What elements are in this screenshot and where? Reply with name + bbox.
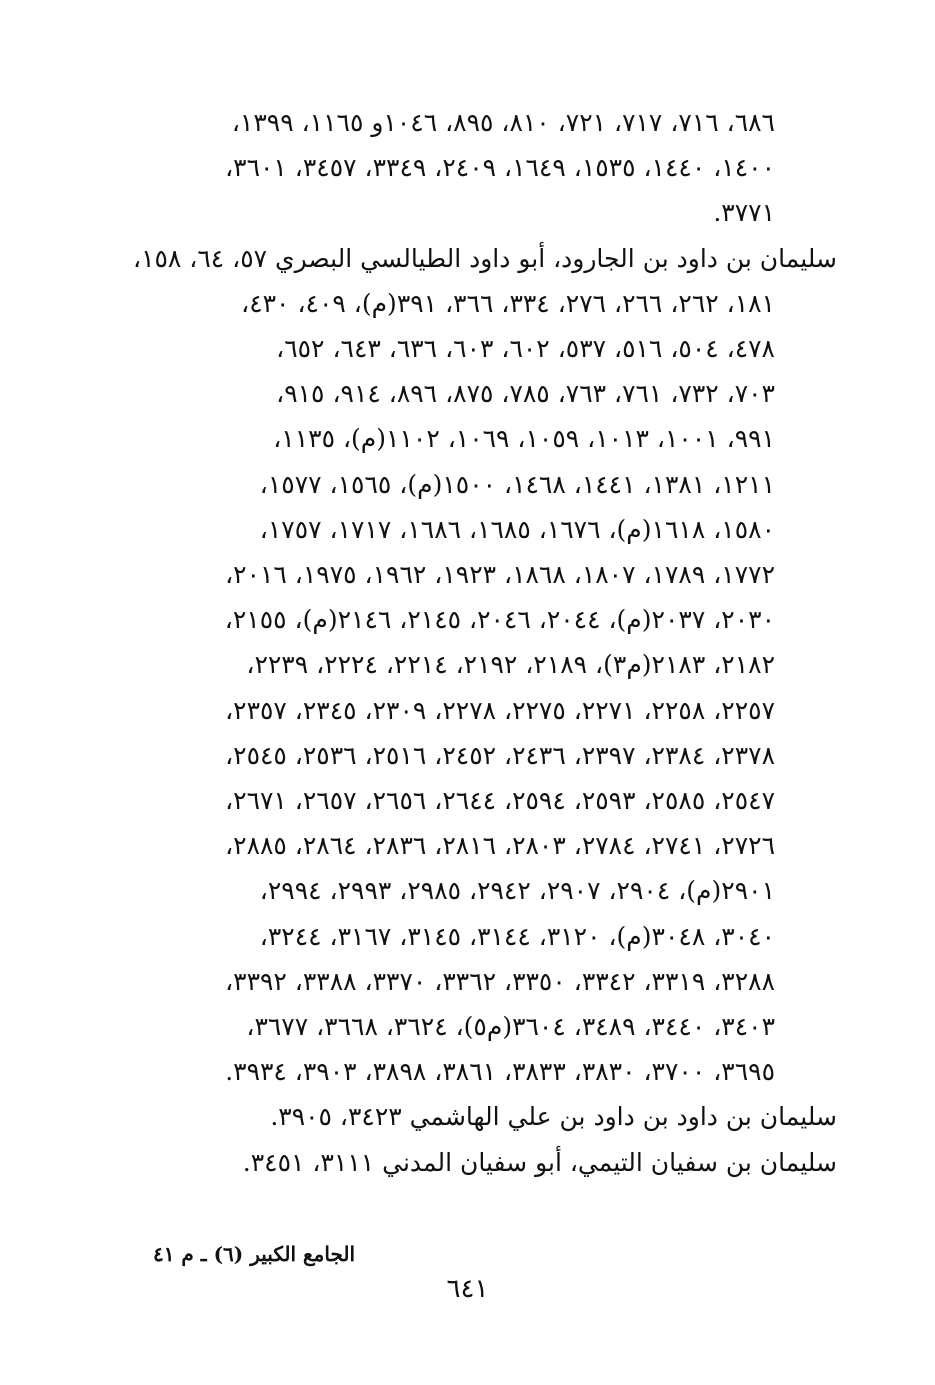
index-entry-continuation: ٢٩٠١(م)، ٢٩٠٤، ٢٩٠٧، ٢٩٤٢، ٢٩٨٥، ٢٩٩٣، ٢٩٩٤، bbox=[259, 876, 775, 905]
index-entry-continuation: ١٤٠٠، ١٤٤٠، ١٥٣٥، ١٦٤٩، ٢٤٠٩، ٣٣٤٩، ٣٤٥٧، ٣٦٠١، bbox=[225, 153, 775, 182]
index-entry-continuation: ٢٣٧٨، ٢٣٨٤، ٢٣٩٧، ٢٤٣٦، ٢٤٥٢، ٢٥١٦، ٢٥٣٦، ٢٥٤٥، bbox=[225, 741, 775, 770]
index-entry-continuation: ٢٢٥٧، ٢٢٥٨، ٢٢٧١، ٢٢٧٥، ٢٢٧٨، ٢٣٠٩، ٢٣٤٥، ٢٣٥٧، bbox=[225, 696, 775, 725]
index-entry-continuation: ٢٠٣٠، ٢٠٣٧(م)، ٢٠٤٤، ٢٠٤٦، ٢١٤٥، ٢١٤٦(م)، ٢١٥٥، bbox=[224, 605, 775, 634]
index-entry-continuation: ٤٧٨، ٥٠٤، ٥١٦، ٥٣٧، ٦٠٢، ٦٠٣، ٦٣٦، ٦٤٣، ٦٥٢، bbox=[276, 334, 775, 363]
index-entry-continuation: ٣٦٩٥، ٣٧٠٠، ٣٨٣٠، ٣٨٣٣، ٣٨٦١، ٣٨٩٨، ٣٩٠٣، ٣٩٣٤. bbox=[225, 1057, 775, 1086]
index-entry-continuation: ٣٤٠٣، ٣٤٤٠، ٣٤٨٩، ٣٦٠٤(م٥)، ٣٦٢٤، ٣٦٦٨، ٣٦٧٧، bbox=[246, 1012, 775, 1041]
index-entry-heading: سليمان بن سفيان التيمي، أبو سفيان المدني ٣١١١، ٣٤٥١. bbox=[242, 1148, 837, 1177]
index-entry-heading: سليمان بن داود بن الجارود، أبو داود الطيالسي البصري ٥٧، ٦٤، ١٥٨، bbox=[132, 244, 837, 273]
index-entry-continuation: ٩٩١، ١٠٠١، ١٠١٣، ١٠٥٩، ١٠٦٩، ١١٠٢(م)، ١١٣٥، bbox=[273, 424, 775, 453]
index-entry-heading: سليمان بن داود بن داود بن علي الهاشمي ٣٤٢٣، ٣٩٠٥. bbox=[270, 1102, 837, 1131]
index-entry-continuation: ٣٢٨٨، ٣٣١٩، ٣٣٤٢، ٣٣٥٠، ٣٣٦٢، ٣٣٧٠، ٣٣٨٨، ٣٣٩٢، bbox=[225, 967, 775, 996]
index-entry-continuation: ٢٥٤٧، ٢٥٨٥، ٢٥٩٣، ٢٥٩٤، ٢٦٤٤، ٢٦٥٦، ٢٦٥٧، ٢٦٧١، bbox=[225, 786, 775, 815]
index-entry-continuation: ٣٧٧١. bbox=[713, 198, 775, 227]
index-entry-continuation: ٧٠٣، ٧٣٢، ٧٦١، ٧٦٣، ٧٨٥، ٨٧٥، ٨٩٦، ٩١٤، ٩١٥، bbox=[276, 379, 775, 408]
index-entry-continuation: ٣٠٤٠، ٣٠٤٨(م)، ٣١٢٠، ٣١٤٤، ٣١٤٥، ٣١٦٧، ٣٢٤٤، bbox=[259, 922, 775, 951]
page-number: ٦٤١ bbox=[446, 1274, 489, 1304]
index-entry-continuation: ٦٨٦، ٧١٦، ٧١٧، ٧٢١، ٨١٠، ٨٩٥، ١٠٤٦و ١١٦٥، ١٣٩٩، bbox=[231, 108, 775, 137]
index-entry-continuation: ٢١٨٢، ٢١٨٣(م٣)، ٢١٨٩، ٢١٩٢، ٢٢١٤، ٢٢٢٤، ٢٢٣٩، bbox=[246, 650, 775, 679]
index-entry-continuation: ١٨١، ٢٦٢، ٢٦٦، ٢٧٦، ٣٣٤، ٣٦٦، ٣٩١(م)، ٤٠٩، ٤٣٠، bbox=[241, 289, 775, 318]
index-entry-continuation: ١٥٨٠، ١٦١٨(م)، ١٦٧٦، ١٦٨٥، ١٦٨٦، ١٧١٧، ١٧٥٧، bbox=[259, 515, 775, 544]
index-entry-continuation: ١٧٧٢، ١٧٨٩، ١٨٠٧، ١٨٦٨، ١٩٢٣، ١٩٦٢، ١٩٧٥، ٢٠١٦، bbox=[225, 560, 775, 589]
index-entry-continuation: ١٢١١، ١٣٨١، ١٤٤١، ١٤٦٨، ١٥٠٠(م)، ١٥٦٥، ١٥٧٧، bbox=[259, 470, 775, 499]
footer-signature: الجامع الكبير (٦) ـ م ٤١ bbox=[152, 1242, 355, 1266]
index-entry-continuation: ٢٧٢٦، ٢٧٤١، ٢٧٨٤، ٢٨٠٣، ٢٨١٦، ٢٨٣٦، ٢٨٦٤، ٢٨٨٥، bbox=[225, 831, 775, 860]
